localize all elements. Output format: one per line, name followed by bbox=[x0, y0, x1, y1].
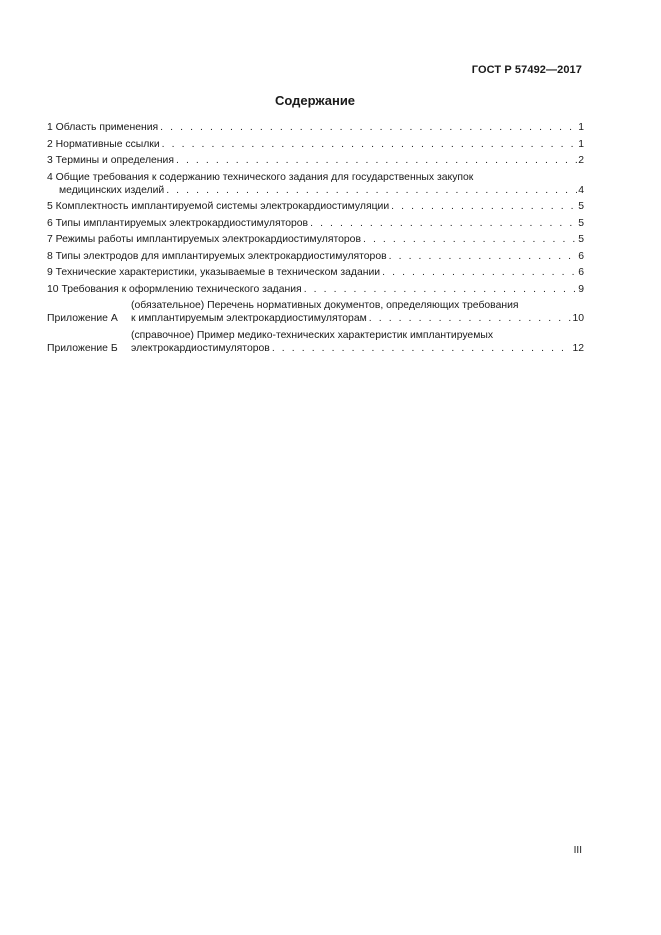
toc-entry-label: 7 Режимы работы имплантируемых электрокардиостимуляторов bbox=[47, 234, 361, 245]
appendix-title-continued: электрокардиостимуляторов bbox=[131, 342, 270, 354]
toc-entry-3[interactable] bbox=[47, 154, 584, 167]
toc-entry-label-continued: медицинских изделий bbox=[59, 184, 165, 196]
dot-leader bbox=[158, 121, 577, 134]
toc-entry-label: 10 Требования к оформлению технического задания bbox=[47, 283, 302, 295]
appendix-page: 12 bbox=[572, 342, 584, 354]
toc-entry-label: 5 Комплектность имплантируемой системы электрокардиостимуляции bbox=[47, 201, 390, 212]
toc-entry-7[interactable] bbox=[47, 233, 584, 246]
toc-entry-label: 3 Термины и определения bbox=[47, 155, 174, 166]
toc-entry-page: 6 bbox=[578, 250, 584, 262]
toc-appendix-b[interactable] bbox=[47, 329, 584, 355]
toc-entry-label: 2 Нормативные ссылки bbox=[47, 138, 160, 150]
toc-entry-9[interactable] bbox=[47, 266, 584, 279]
dot-leader bbox=[164, 184, 577, 197]
dot-leader bbox=[389, 200, 577, 213]
dot-leader bbox=[387, 250, 578, 263]
appendix-title: (справочное) Пример медико-технических характеристик имплантируемых bbox=[131, 329, 494, 341]
dot-leader bbox=[270, 342, 572, 355]
toc-entry-page: 6 bbox=[578, 267, 584, 278]
toc-entry-5[interactable] bbox=[47, 200, 584, 213]
toc-entry-page: 5 bbox=[578, 234, 584, 245]
toc-appendix-a[interactable] bbox=[47, 299, 584, 325]
dot-leader bbox=[174, 154, 577, 167]
table-of-contents bbox=[47, 121, 584, 358]
toc-entry-page: 2 bbox=[578, 155, 584, 166]
toc-entry-page: 1 bbox=[578, 138, 584, 150]
appendix-label: Приложение Б bbox=[47, 342, 118, 354]
appendix-title-continued: к имплантируемым электрокардиостимуляторам bbox=[131, 313, 367, 324]
toc-entry-label: 1 Область применения bbox=[47, 122, 159, 133]
toc-title: Содержание bbox=[274, 93, 356, 108]
toc-entry-label: 4 Общие требования к содержанию технического задания для государственных закупок bbox=[47, 171, 474, 183]
appendix-page: 10 bbox=[572, 313, 584, 324]
toc-entry-1[interactable] bbox=[47, 121, 584, 134]
toc-entry-label: 6 Типы имплантируемых электрокардиостимуляторов bbox=[47, 217, 309, 229]
toc-entry-page: 5 bbox=[578, 201, 584, 212]
dot-leader bbox=[361, 233, 577, 246]
dot-leader bbox=[160, 138, 578, 151]
toc-entry-page: 4 bbox=[578, 184, 584, 196]
toc-entry-label: 8 Типы электродов для имплантируемых электрокардиостимуляторов bbox=[47, 250, 387, 262]
dot-leader bbox=[380, 266, 577, 279]
toc-entry-label: 9 Технические характеристики, указываемые в техническом задании bbox=[47, 267, 381, 278]
toc-entry-8[interactable] bbox=[47, 250, 584, 263]
document-code: ГОСТ Р 57492—2017 bbox=[471, 64, 582, 76]
dot-leader bbox=[308, 217, 577, 230]
dot-leader bbox=[302, 283, 578, 296]
appendix-title: (обязательное) Перечень нормативных документов, определяющих требования bbox=[131, 300, 519, 311]
toc-entry-page: 1 bbox=[578, 122, 584, 133]
toc-entry-page: 9 bbox=[578, 283, 584, 295]
dot-leader bbox=[367, 312, 572, 325]
toc-entry-page: 5 bbox=[578, 217, 584, 229]
toc-entry-10[interactable] bbox=[47, 283, 584, 296]
toc-entry-4[interactable] bbox=[47, 171, 584, 197]
appendix-label: Приложение А bbox=[47, 313, 118, 324]
page-number: III bbox=[573, 845, 582, 856]
toc-entry-2[interactable] bbox=[47, 138, 584, 151]
toc-entry-6[interactable] bbox=[47, 217, 584, 230]
